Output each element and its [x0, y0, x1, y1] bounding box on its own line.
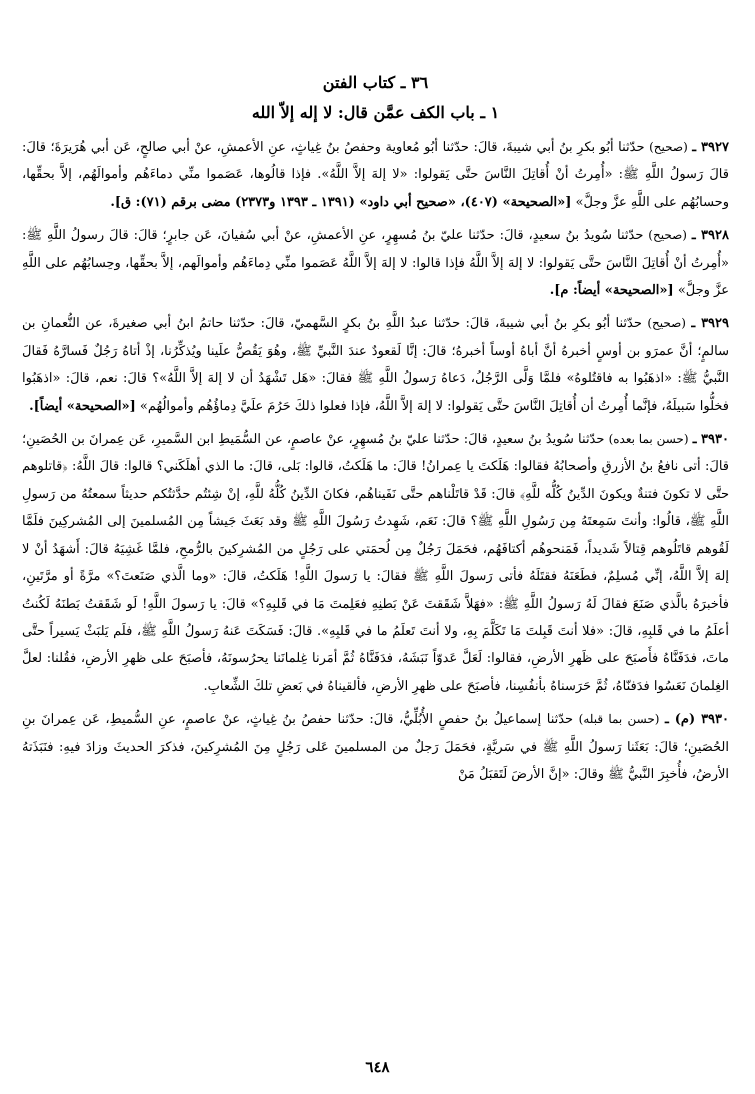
hadith-text: حدّثنا أبُو بكرِ بنُ أبي شيبةَ، قالَ: حدّثنا عبدُ اللَّهِ بنُ بكرٍ السَّهميّ، قالَ: حدّثنا حاتمُ ابنُ أبي صغيرةَ، عن النُّعمانِ بن سالمٍ؛ أنَّ عمرَو بن أوسٍ أخبرهُ أنَّ أباهُ أوساً أخبرهُ؛ قالَ: إنَّا لَقعودٌ عندَ النَّبيِّ ﷺ، وهُوَ يَقُصُّ علَينا ويُذكِّرُنا، إذْ أتاهُ رَجُلٌ فَسارَّهُ فَقالَ النَّبيُّ ﷺ: «اذهَبُوا به فاقتُلوهُ» فلمَّا وَلَّى الرَّجُلُ، دَعاهُ رَسولُ اللَّهِ ﷺ فقالَ: «هَل تَشْهَدُ أن لا إلهَ إلاَّ اللَّهُ»؟ قالَ: نعم، قالَ: «اذهَبُوا فخلُّوا سَبيلَهُ، فإنَّما أُمِرتُ أن أُقاتِلَ النَّاسَ حتَّى يَقولوا: لا إلهَ إلاَّ اللَّهُ، فإذا فعلوا ذلكَ حَرُمَ علَيَّ دِماؤُهُم وأموالُهُم» — [22, 316, 729, 414]
hadith-number: ٣٩٣٠ (م) ـ — [665, 712, 730, 728]
hadith-3930 — [22, 426, 729, 700]
hadith-grade: (صحيح) — [648, 228, 687, 243]
hadith-text: حدّثنا أبُو بكرِ بنُ أبي شيبةَ، قالَ: حدّثنا أبُو مُعاوية وحفصُ بنُ غِياثٍ، عنِ الأعمشِ، عنْ أبي صالحٍ، عَن أبي هُرَيرَةَ؛ قالَ: قالَ رَسولُ اللَّهِ ﷺ: «أُمِرتُ أنْ أُقاتِلَ النَّاسَ حتَّى يَقولوا: «لا إلهَ إلاَّ اللَّهُ». فإذا قالُوها، عَصَموا منِّي دماءَهُم وأموالَهُم، إلاَّ بحقِّها، وحسابُهُم على اللَّهِ عزَّ وجلَّ» — [22, 140, 729, 210]
hadith-references: [«الصحيحة» أيضاً]. — [29, 398, 136, 414]
hadith-text: حدّثنا سُويدُ بنُ سعيدٍ، قالَ: حدّثنا عليّ بنُ مُسهِرٍ، عنِ الأعمشِ، عنْ أبي سُفيانَ، عَن جابرٍ؛ قالَ: قالَ رسولُ اللَّهِ ﷺ: «أُمِرتُ أنْ أُقاتِلَ النَّاسَ حتَّى يَقولوا: لا إلهَ إلاَّ اللَّهُ فإذا قالوا: لا إلهَ إلاَّ اللَّهُ عَصَموا منِّي دِماءَهُم وأموالَهم، إلاَّ بحقِّها، وحِسابُهُم على اللَّهِ عزَّ وجلَّ» — [22, 228, 729, 299]
hadith-number: ٣٩٢٨ ـ — [691, 228, 729, 244]
page-number: ٦٤٨ — [365, 1058, 390, 1076]
hadith-3929 — [22, 310, 729, 420]
hadith-number: ٣٩٢٧ ـ — [692, 140, 729, 155]
hadith-text: حدّثنا سُويدُ بنُ سعيدٍ، قالَ: حدّثنا عليّ بنُ مُسهِرٍ، عنْ عاصمٍ، عن السُّمَيطِ ابن السَّميرِ، عَن عِمرانَ بن الحُصَينِ؛ قالَ: أتى نافعُ بنُ الأزرقِ وأصحابُهُ فقالوا: هَلَكتَ يا عِمرانُ! قالَ: ما هَلَكتُ، قالوا: بَلى، قالَ: ما الذي أهلَكَني؟ قالوا: قالَ اللَّهُ: ﴿قاتلوهم حتَّى لا تكونَ فتنةٌ ويكونَ الدِّينُ كُلُّه للَّهِ﴾ قالَ: قَدْ قاتَلْناهم حتَّى نَفَيناهُم، فكانَ الدِّينُ كُلُّهُ للَّهِ، إنْ شِئتُم حدَّثتُكم حديثاً سمعتُهُ من رَسولِ اللَّهِ ﷺ، قالُوا: وأنتَ سَمِعتَهُ مِن رَسُولِ اللَّهِ ﷺ؟ قالَ: نَعَم، شَهِدتُ رَسُولَ اللَّهِ ﷺ وقد بَعَثَ جَيشاً مِن المُسلمينَ إلى المُشركِينَ فلَمَّا لَقُوهم قاتَلُوهم قِتالاً شَديداً، فَمَنحوهُم أكتافَهُم، فحَمَلَ رَجُلٌ مِن لُحمَتي على رَجُلٍ من المُشرِكينَ بالرُّمحِ، فلمَّا غَشِيَهُ قالَ: أَشهَدُ أنْ لا إلهَ إلاَّ اللَّهُ، إنِّي مُسلِمٌ، فطَعَنَهُ فقتَلَهُ فأتى رَسولَ اللَّهِ ﷺ فقالَ: يا رَسولَ اللَّهِ! هَلَكتُ، قالَ: «وما الَّذي صَنَعتَ؟» مرَّةً أو مرَّتَينِ، فأخبرَهُ بالَّذي صَنَعَ فقالَ لَهُ رَسولُ اللَّهِ ﷺ: «فهَلاَّ شَقَقتَ عَنْ بَطنِهِ فعَلِمتَ مَا في قَلبِهِ؟» قالَ: يا رَسولَ اللَّهِ! لَو شَقَقتُ بَطنَهُ لَكُنتُ أعلَمُ ما في قَلبِهِ، قالَ: «فلا أنتَ قَبِلتَ مَا تَكَلَّمَ بِهِ، ولا أنتَ تَعلَمُ ما في قَلبِهِ». قالَ: فَسَكَتَ عَنهُ رَسولُ اللَّهِ ﷺ، فلَم يَلبَثْ يَسيراً حتَّى ماتَ، فدَفَنَّاهُ فأَصبَحَ على ظَهرِ الأرضِ، فقالوا: لَعَلَّ عَدوّاً نَبَشَهُ، فدَفَنَّاهُ ثُمَّ أمَرنا غِلمانَنا يحرُسونَهُ، فأصبَحَ على ظهرِ الأرضِ، فقُلنا: لعلَّ الغِلمانَ نَعَسُوا فدَفنّاهُ، ثُمَّ حَرَسناهُ بأنفُسِنا، فأصبَحَ على ظهرِ الأرضِ، فألقيناهُ في بَعضِ تلكَ الشِّعابِ. — [22, 432, 729, 694]
hadith-grade: (صحيح) — [649, 140, 688, 154]
hadith-grade: (حسن بما قبله) — [578, 712, 660, 727]
hadith-number: ٣٩٢٩ ـ — [691, 316, 729, 332]
book-title: ٣٦ ـ كتاب الفتن — [322, 73, 429, 92]
hadith-3927 — [22, 134, 729, 216]
hadith-number: ٣٩٣٠ ـ — [692, 432, 729, 448]
hadith-references: [«الصحيحة» أيضاً: م]. — [549, 283, 674, 299]
hadith-grade: (صحيح) — [647, 316, 686, 331]
hadith-grade: (حسن بما بعده) — [608, 432, 689, 447]
hadith-references: [«الصحيحة» (٤٠٧)، «صحيح أبي داود» (١٣٩١ ـ ١٣٩٣ و٢٣٧٣) مضى برقم (٧١): ق]. — [110, 194, 572, 210]
hadith-3930m — [22, 706, 729, 788]
hadith-text: حدّثنا إسماعيلُ بنُ حفصٍ الأُبُلِّيُّ، قالَ: حدّثنا حفصُ بنُ غِياثٍ، عنْ عاصمٍ، عنِ السُّميطِ، عَن عِمرانَ بنِ الحُصَينِ؛ قالَ: بَعَثَنا رَسولُ اللَّهِ ﷺ في سَريَّةٍ، فحَمَلَ رَجلٌ من المسلمينَ عَلى رَجُلٍ مِنَ المُشرِكينَ، فذكرَ الحديثَ وزادَ فيهِ: فنَبَذَتهُ الأرضُ، فأُخبِرَ النَّبيُّ ﷺ وقالَ: «إنَّ الأرضَ لَتَقبَلُ مَنْ — [22, 712, 729, 782]
hadith-3928 — [22, 222, 729, 304]
chapter-title: ١ ـ باب الكف عمَّن قال: لا إله إلاّ الله — [251, 103, 500, 122]
